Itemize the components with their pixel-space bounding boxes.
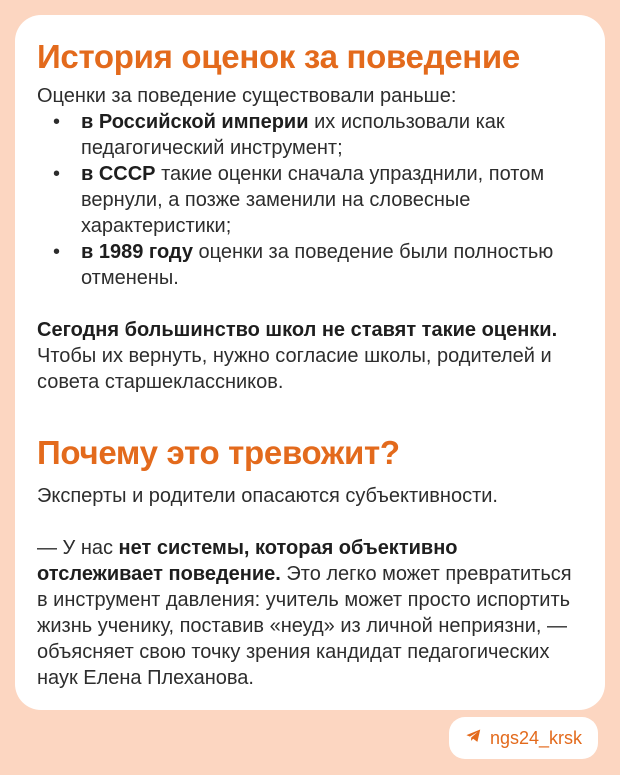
list-item-text: их использовали как педагогический инструмент; <box>81 111 505 159</box>
telegram-handle: ngs24_krsk <box>489 727 582 748</box>
list-item <box>81 161 587 239</box>
quote-bold: нет системы, которая объективно отслеживает поведение. <box>37 537 458 585</box>
list-item <box>81 109 587 161</box>
list-item-bold: в Российской империи <box>81 111 309 133</box>
list-item-bold: в СССР <box>81 163 156 185</box>
list-item-text: оценки за поведение были полностью отменены. <box>81 241 554 289</box>
expert-quote <box>37 535 587 691</box>
history-intro: Оценки за поведение существовали раньше: <box>37 85 457 107</box>
telegram-icon <box>465 727 482 749</box>
list-item-text: такие оценки сначала упразднили, потом вернули, а позже заменили на словесные характеристики; <box>81 163 545 237</box>
list-item-bold: в 1989 году <box>81 241 193 263</box>
today-bold: Сегодня большинство школ не ставят такие оценки. <box>37 319 558 341</box>
quote-pre: — У нас <box>37 537 119 559</box>
history-list <box>37 109 587 291</box>
today-paragraph <box>37 317 587 395</box>
content-card <box>15 15 605 710</box>
telegram-badge[interactable] <box>449 717 598 759</box>
quote-text: Это легко может превратиться в инструмент давления: учитель может просто испортить жизнь ученику, поставив «неуд» из личной неприязни, — объясняет свою точку зрения кандидат педагогических наук Елена Плеханова. <box>37 563 572 689</box>
section-title-concern: Почему это тревожит? <box>37 434 400 471</box>
today-text: Чтобы их вернуть, нужно согласие школы, родителей и совета старшеклассников. <box>37 345 552 393</box>
section-title-history: История оценок за поведение <box>37 38 520 75</box>
concern-intro: Эксперты и родители опасаются субъективности. <box>37 485 498 507</box>
list-item <box>81 239 587 291</box>
